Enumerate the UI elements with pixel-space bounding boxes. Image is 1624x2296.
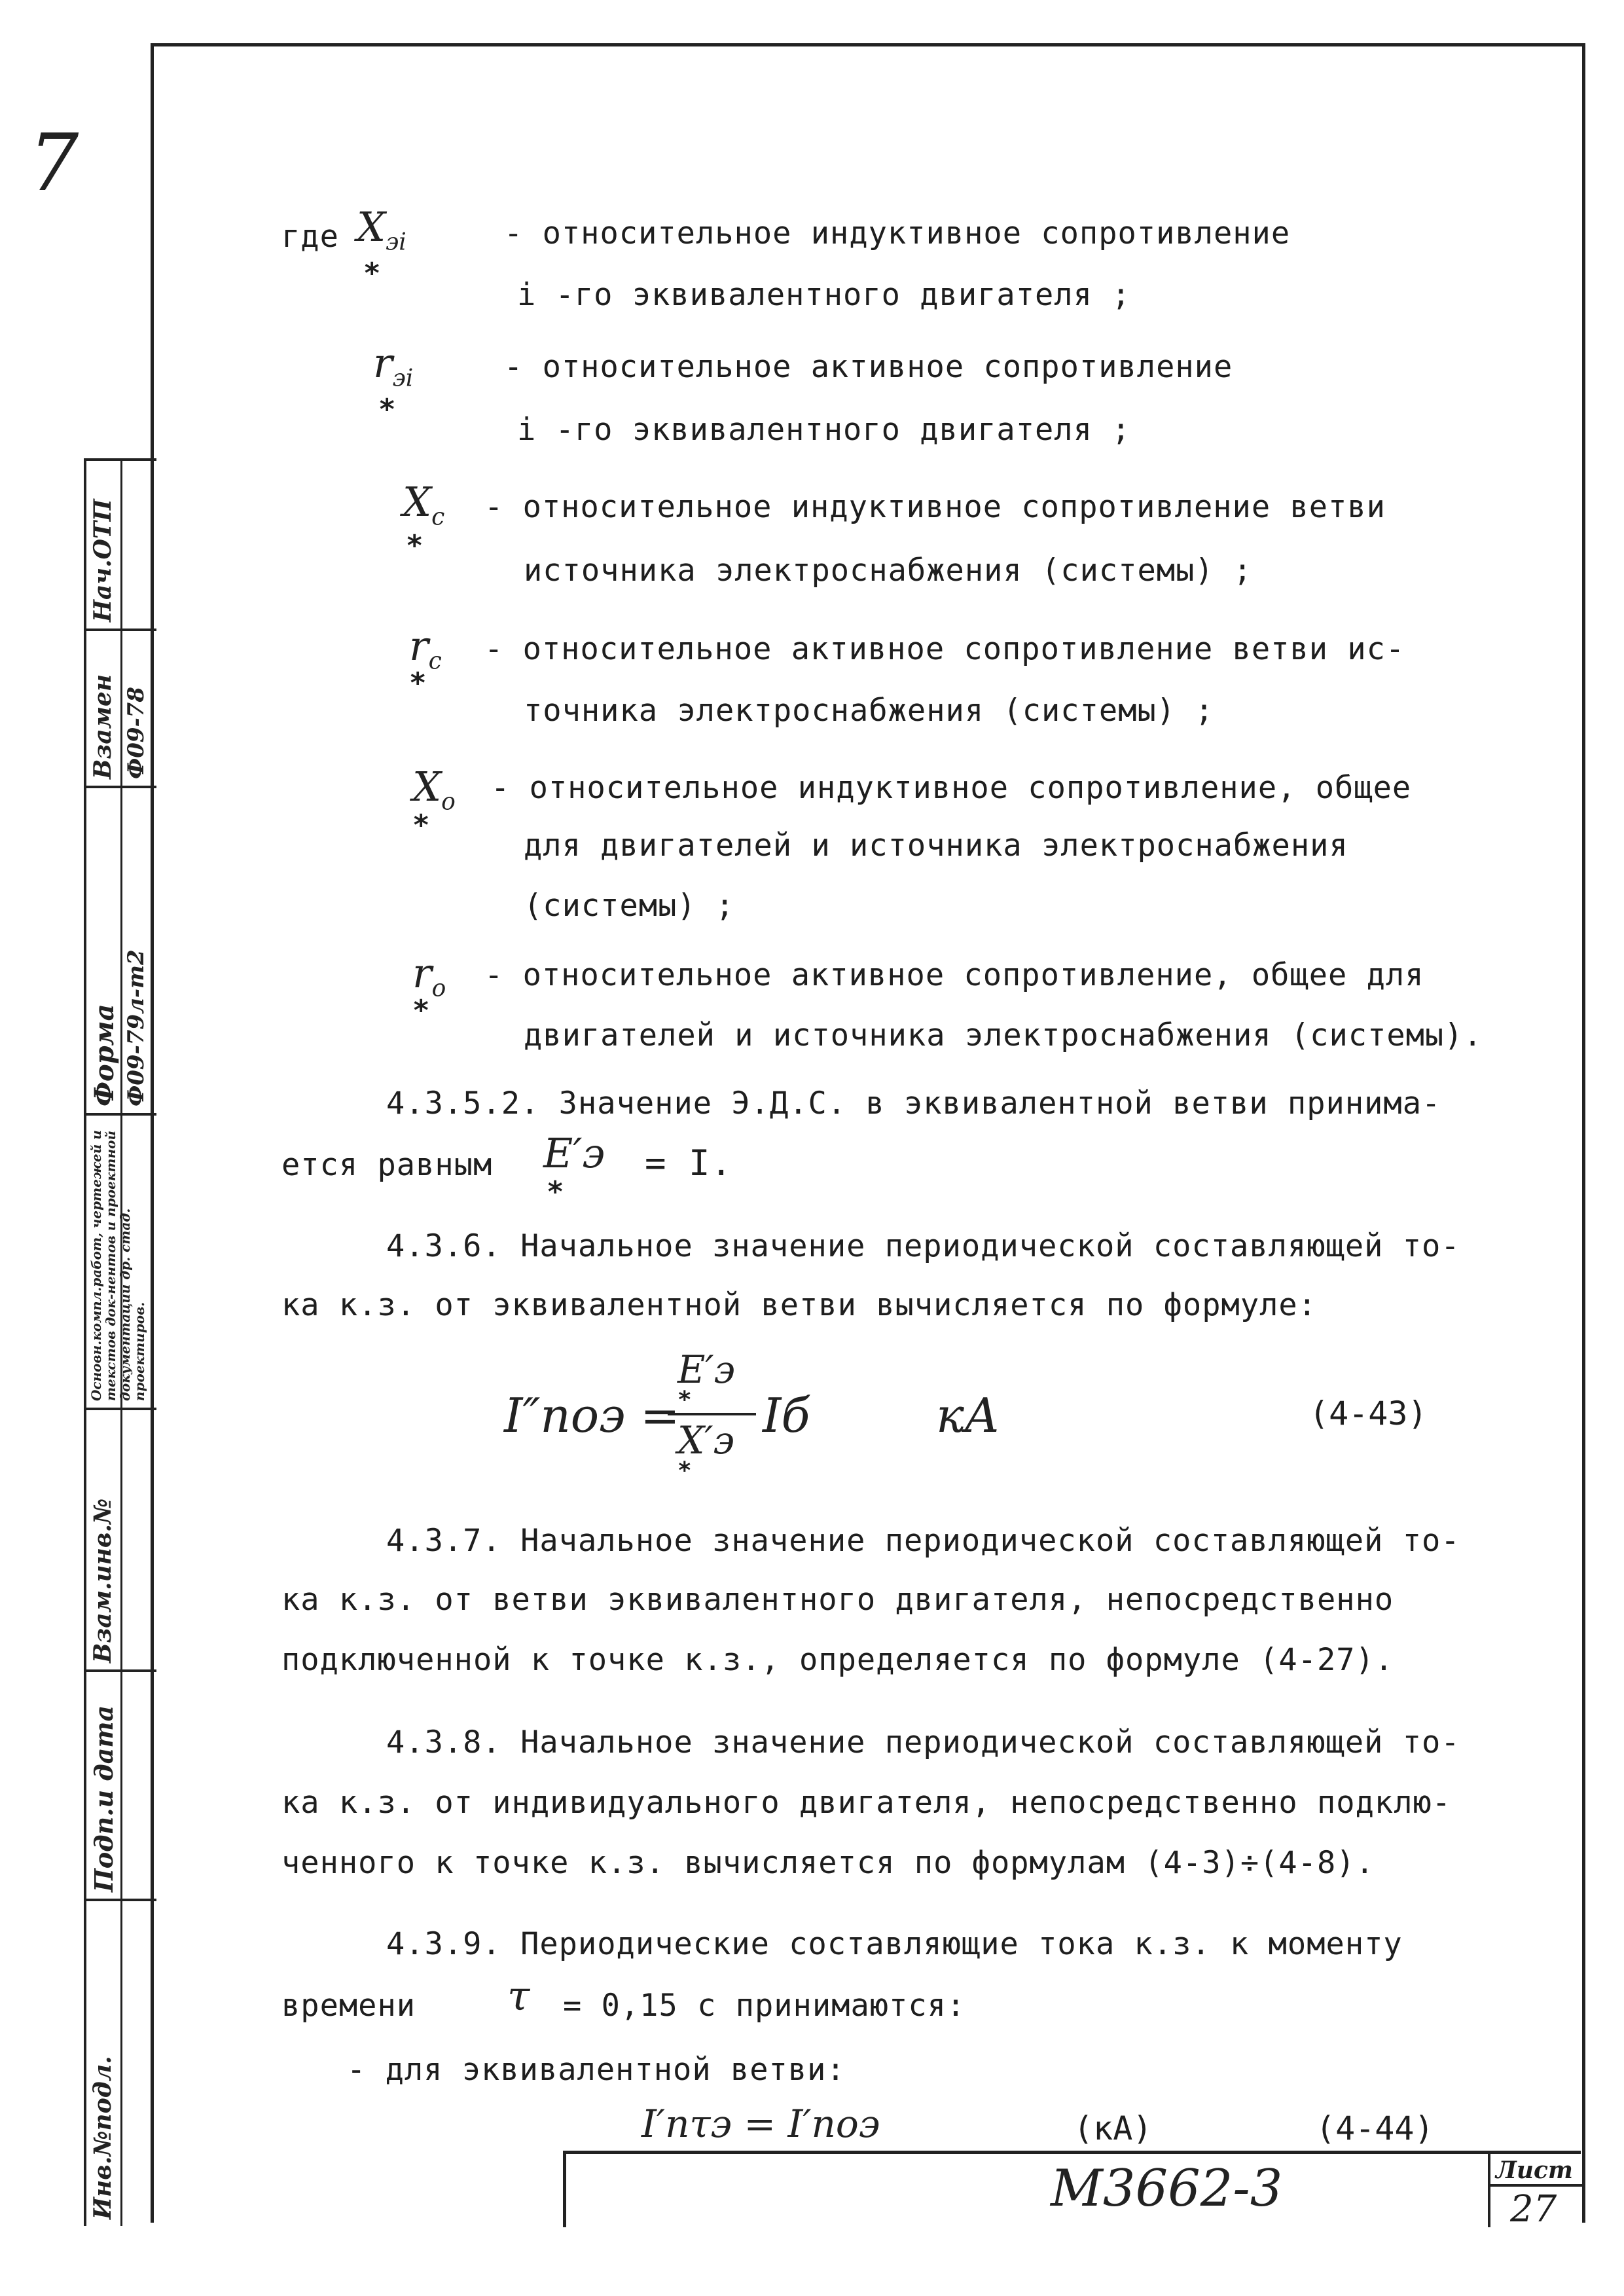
symbol-x-ei: $X_{эi}$	[357, 203, 406, 256]
title-block	[563, 2151, 1581, 2231]
paragraph-4-3-9-value: = 0,15 с принимаются:	[563, 1988, 966, 2024]
list-item-equivalent-branch: - для эквивалентной ветви:	[347, 2052, 846, 2088]
paragraph-4-3-5-2-value: = I.	[645, 1142, 733, 1184]
equation-4-43-number: (4-43)	[1309, 1394, 1428, 1432]
def-line: - относительное активное сопротивление, общее для	[484, 957, 1424, 993]
sheet-number: 27	[1510, 2188, 1557, 2231]
sidebar-vzamen: Взамен	[89, 674, 117, 779]
paragraph-4-3-8: 4.3.8. Начальное значение периодической составляющей то-	[386, 1724, 1460, 1760]
symbol-r-c: $r_c$	[409, 622, 442, 675]
def-line: - относительное индуктивное сопротивление, общее	[491, 770, 1412, 806]
sidebar-podp-data: Подп.и дата	[89, 1705, 118, 1892]
document-code: М3662-3	[1051, 2159, 1283, 2218]
page-corner-mark: 7	[29, 118, 79, 209]
sidebar-osnovn: Основн.компл.работ, чертежей и текстов док-нентов и проектной документации др. стад. проектиров.	[88, 1130, 147, 1401]
def-line: - относительное активное сопротивление	[504, 349, 1233, 385]
paragraph-4-3-8-cont: ка к.з. от индивидуального двигателя, непосредственно подклю-	[281, 1785, 1452, 1821]
equation-4-43-factor: Iб	[763, 1388, 810, 1443]
star-mark: *	[406, 529, 424, 562]
sheet-label: Лист	[1496, 2157, 1574, 2184]
paragraph-4-3-9: 4.3.9. Периодические составляющие тока к.з. к моменту	[386, 1926, 1403, 1962]
star-mark: *	[412, 994, 430, 1027]
star-mark: *	[378, 393, 396, 426]
paragraph-4-3-9-cont: времени	[281, 1988, 416, 2024]
sidebar-nach-otp: Нач.ОТП	[89, 499, 117, 622]
sidebar-rule	[86, 1408, 156, 1410]
star-mark: *	[409, 666, 427, 700]
sidebar-forma: Форма	[89, 1004, 120, 1106]
definitions-intro: где	[281, 219, 339, 255]
def-line: для двигателей и источника электроснабжения	[524, 828, 1348, 864]
def-line: - относительное активное сопротивление ветви ис-	[484, 631, 1405, 667]
sidebar-rule	[86, 458, 156, 461]
def-line: (системы) ;	[524, 888, 735, 924]
def-line: i -го эквивалентного двигателя ;	[517, 412, 1131, 448]
equation-4-43-lhs: I″поэ =	[504, 1388, 680, 1443]
star-mark: *	[363, 257, 381, 290]
def-line: источника электроснабжения (системы) ;	[524, 553, 1253, 589]
sidebar-rule	[86, 1899, 156, 1901]
star-mark: *	[677, 1457, 692, 1484]
equation-4-44-unit: (кА)	[1074, 2109, 1153, 2147]
star-mark: *	[412, 809, 430, 842]
star-mark: *	[677, 1387, 692, 1413]
sidebar-rule	[86, 786, 156, 788]
sidebar-form-f09-78: Ф09-78	[123, 687, 149, 779]
sheet-rule	[1490, 2184, 1583, 2187]
paragraph-4-3-5-2: 4.3.5.2. Значение Э.Д.С. в эквивалентной ветви принима-	[386, 1085, 1441, 1121]
equation-4-44-number: (4-44)	[1316, 2109, 1434, 2147]
symbol-r-ei: $r_{эi}$	[373, 339, 414, 392]
def-line: - относительное индуктивное сопротивление ветви	[484, 489, 1386, 525]
paragraph-4-3-5-2-cont: ется равным	[281, 1147, 493, 1183]
paragraph-4-3-7: 4.3.7. Начальное значение периодической составляющей то-	[386, 1523, 1460, 1559]
symbol-x-c: $X_c$	[403, 478, 445, 531]
symbol-e-e: E′э	[543, 1129, 605, 1177]
star-mark: *	[547, 1175, 564, 1209]
def-line: - относительное индуктивное сопротивление	[504, 215, 1291, 251]
stamp-sidebar	[84, 458, 156, 2226]
paragraph-4-3-8-cont: ченного к точке к.з. вычисляется по формулам (4-3)÷(4-8).	[281, 1845, 1375, 1881]
sidebar-rule	[86, 1669, 156, 1672]
equation-4-43-unit: кА	[936, 1388, 1000, 1443]
equation-4-43-denominator: X′э	[677, 1418, 734, 1463]
sheet-box	[1488, 2154, 1583, 2231]
fraction-bar	[668, 1413, 756, 1415]
def-line: двигателей и источника электроснабжения (системы).	[524, 1017, 1483, 1053]
symbol-tau: τ	[507, 1972, 530, 2020]
symbol-x-o: $X_o$	[412, 763, 456, 816]
def-line: точника электроснабжения (системы) ;	[524, 693, 1214, 729]
sidebar-form-f09-79: Ф09-79л-т2	[123, 949, 149, 1106]
def-line: i -го эквивалентного двигателя ;	[517, 277, 1131, 313]
paragraph-4-3-6-cont: ка к.з. от эквивалентной ветви вычисляется по формуле:	[281, 1287, 1318, 1323]
equation-4-44-body: I′пτэ = I′поэ	[641, 2102, 880, 2146]
symbol-r-o: $r_o$	[412, 949, 446, 1002]
paragraph-4-3-7-cont: подключенной к точке к.з., определяется по формуле (4-27).	[281, 1642, 1394, 1678]
sidebar-vzam-inv: Взам.инв.№	[89, 1498, 117, 1663]
sidebar-rule	[86, 629, 156, 631]
paragraph-4-3-7-cont: ка к.з. от ветви эквивалентного двигателя, непосредственно	[281, 1582, 1394, 1618]
equation-4-43-numerator: E′э	[677, 1347, 735, 1392]
sidebar-inv-podl: Инв.№подл.	[89, 2056, 117, 2219]
paragraph-4-3-6: 4.3.6. Начальное значение периодической составляющей то-	[386, 1228, 1460, 1264]
